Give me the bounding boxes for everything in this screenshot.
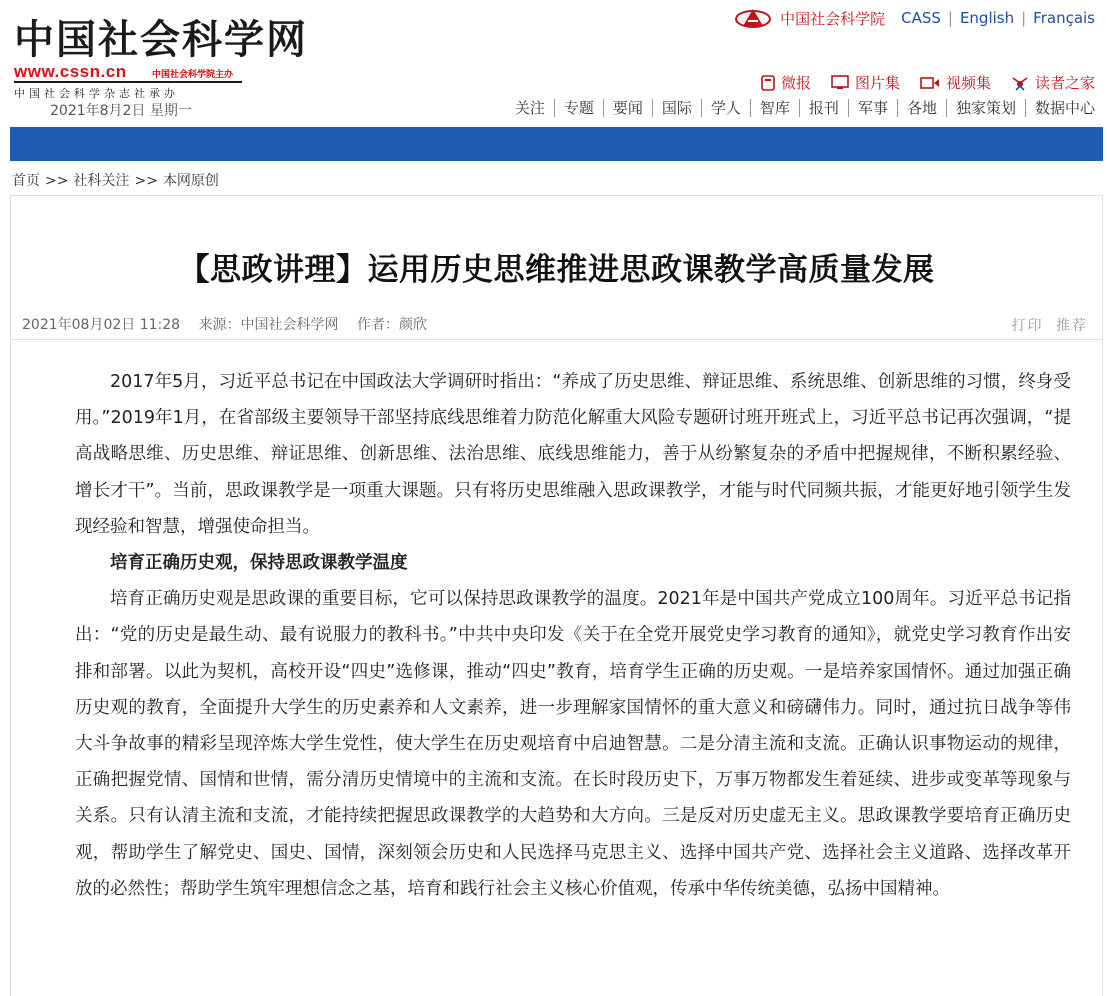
nav-bar <box>10 127 1103 161</box>
top-link-separator: | <box>1021 9 1027 27</box>
top-link-separator: | <box>947 9 953 27</box>
logo-text: 中国社会科学网 <box>14 16 308 63</box>
article-meta <box>22 314 441 334</box>
nav-item-guoji[interactable]: 国际 <box>653 99 702 117</box>
media-link-readers[interactable] <box>1011 72 1095 93</box>
article-source: 来源：中国社会科学网 <box>198 317 339 333</box>
weibao-icon <box>761 75 775 91</box>
breadcrumb-separator: >> <box>134 173 158 189</box>
video-icon <box>920 76 940 90</box>
nav-item-zhuanti[interactable]: 专题 <box>555 99 604 117</box>
logo-url: www.cssn.cn <box>14 62 127 81</box>
media-link-label: 读者之家 <box>1034 74 1095 92</box>
media-link-videos[interactable] <box>920 72 991 93</box>
logo-rule <box>14 81 242 83</box>
media-link-label: 图片集 <box>854 74 900 92</box>
article-body <box>75 364 1071 907</box>
article-title: 【思政讲理】运用历史思维推进思政课教学高质量发展 <box>178 252 935 288</box>
reader-icon <box>1011 75 1029 91</box>
site-logo[interactable] <box>14 6 308 100</box>
cass-cn-link[interactable]: 中国社会科学院 <box>780 9 886 28</box>
nav-item-gedi[interactable]: 各地 <box>898 99 947 117</box>
cass-emblem-icon <box>734 6 772 30</box>
nav-item-zhiku[interactable]: 智库 <box>751 99 800 117</box>
meta-divider <box>11 339 1102 340</box>
english-link[interactable]: English <box>959 9 1015 27</box>
media-link-label: 视频集 <box>945 74 991 92</box>
logo-slogan: 中国社会科学杂志社承办 <box>14 87 179 100</box>
media-link-weibao[interactable] <box>761 72 811 93</box>
article-paragraph: 2017年5月，习近平总书记在中国政法大学调研时指出：“养成了历史思维、辩证思维、系统思维、创新思维的习惯，终身受用。”2019年1月，在省部级主要领导干部坚持底线思维着力防范化解重大风险专题研讨班开班式上，习近平总书记再次强调，“提高战略思维、历史思维、辩证思维、创新思维、法治思维、底线思维能力，善于从纷繁复杂的矛盾中把握规律，不断积累经验、增长才干”。当前，思政课教学是一项重大课题。只有将历史思维融入思政课教学，才能与时代同频共振，才能更好地引领学生发现经验和智慧，增强使命担当。 <box>75 372 1071 537</box>
media-link-label: 微报 <box>780 74 811 92</box>
nav-item-shuju[interactable]: 数据中心 <box>1034 99 1095 117</box>
article-tools <box>1006 315 1088 335</box>
media-link-pictures[interactable] <box>831 72 900 93</box>
article-author: 作者：颜欣 <box>356 317 427 333</box>
print-button[interactable]: 打印 <box>1011 318 1044 334</box>
nav-item-xueren[interactable]: 学人 <box>702 99 751 117</box>
nav-item-guanzhu[interactable]: 关注 <box>515 99 555 117</box>
cass-link[interactable]: CASS <box>901 9 941 27</box>
main-nav <box>515 99 1095 117</box>
recommend-button[interactable]: 推荐 <box>1056 318 1088 334</box>
nav-item-baokan[interactable]: 报刊 <box>800 99 849 117</box>
article-subheading: 培育正确历史观，保持思政课教学温度 <box>110 553 408 574</box>
nav-item-yaowen[interactable]: 要闻 <box>604 99 653 117</box>
logo-url-tag: 中国社会科学院主办 <box>152 70 234 80</box>
francais-link[interactable]: Français <box>1033 9 1095 27</box>
article-date: 2021年08月02日 11:28 <box>22 317 181 333</box>
media-links <box>741 72 1095 93</box>
breadcrumb-current[interactable]: 本网原创 <box>162 173 219 189</box>
picture-icon <box>831 75 849 90</box>
breadcrumb-separator: >> <box>45 173 69 189</box>
breadcrumb-section[interactable]: 社科关注 <box>73 173 130 189</box>
header-date: 2021年8月2日 星期一 <box>50 103 192 119</box>
nav-item-junshi[interactable]: 军事 <box>849 99 898 117</box>
article-paragraph: 培育正确历史观是思政课的重要目标，它可以保持思政课教学的温度。2021年是中国共产党成立100周年。习近平总书记指出：“党的历史是最生动、最有说服力的教科书。”中共中央印发《关于在全党开展党史学习教育的通知》，就党史学习教育作出安排和部署。以此为契机，高校开设“四史”选修课，推动“四史”教育，培育学生正确的历史观。一是培养家国情怀。通过加强正确历史观的教育，全面提升大学生的历史素养和人文素养，进一步理解家国情怀的重大意义和磅礴伟力。同时，通过抗日战争等伟大斗争故事的精彩呈现淬炼大学生党性，使大学生在历史观培育中启迪智慧。二是分清主流和支流。正确认识事物运动的规律，正确把握党情、国情和世情，需分清历史情境中的主流和支流。在长时段历史下，万事万物都发生着延续、进步或变革等现象与关系。只有认清主流和支流，才能持续把握思政课教学的大趋势和大方向。三是反对历史虚无主义。思政课教学要培育正确历史观，帮助学生了解党史、国史、国情，深刻领会历史和人民选择马克思主义、选择中国共产党、选择社会主义道路、选择改革开放的必然性；帮助学生筑牢理想信念之基，培育和践行社会主义核心价值观，传承中华传统美德，弘扬中国精神。 <box>75 589 1071 899</box>
breadcrumb-home[interactable]: 首页 <box>12 173 40 189</box>
nav-item-dujia[interactable]: 独家策划 <box>947 99 1026 117</box>
top-links <box>734 6 1095 30</box>
article-box <box>10 195 1103 996</box>
breadcrumb <box>12 170 219 190</box>
